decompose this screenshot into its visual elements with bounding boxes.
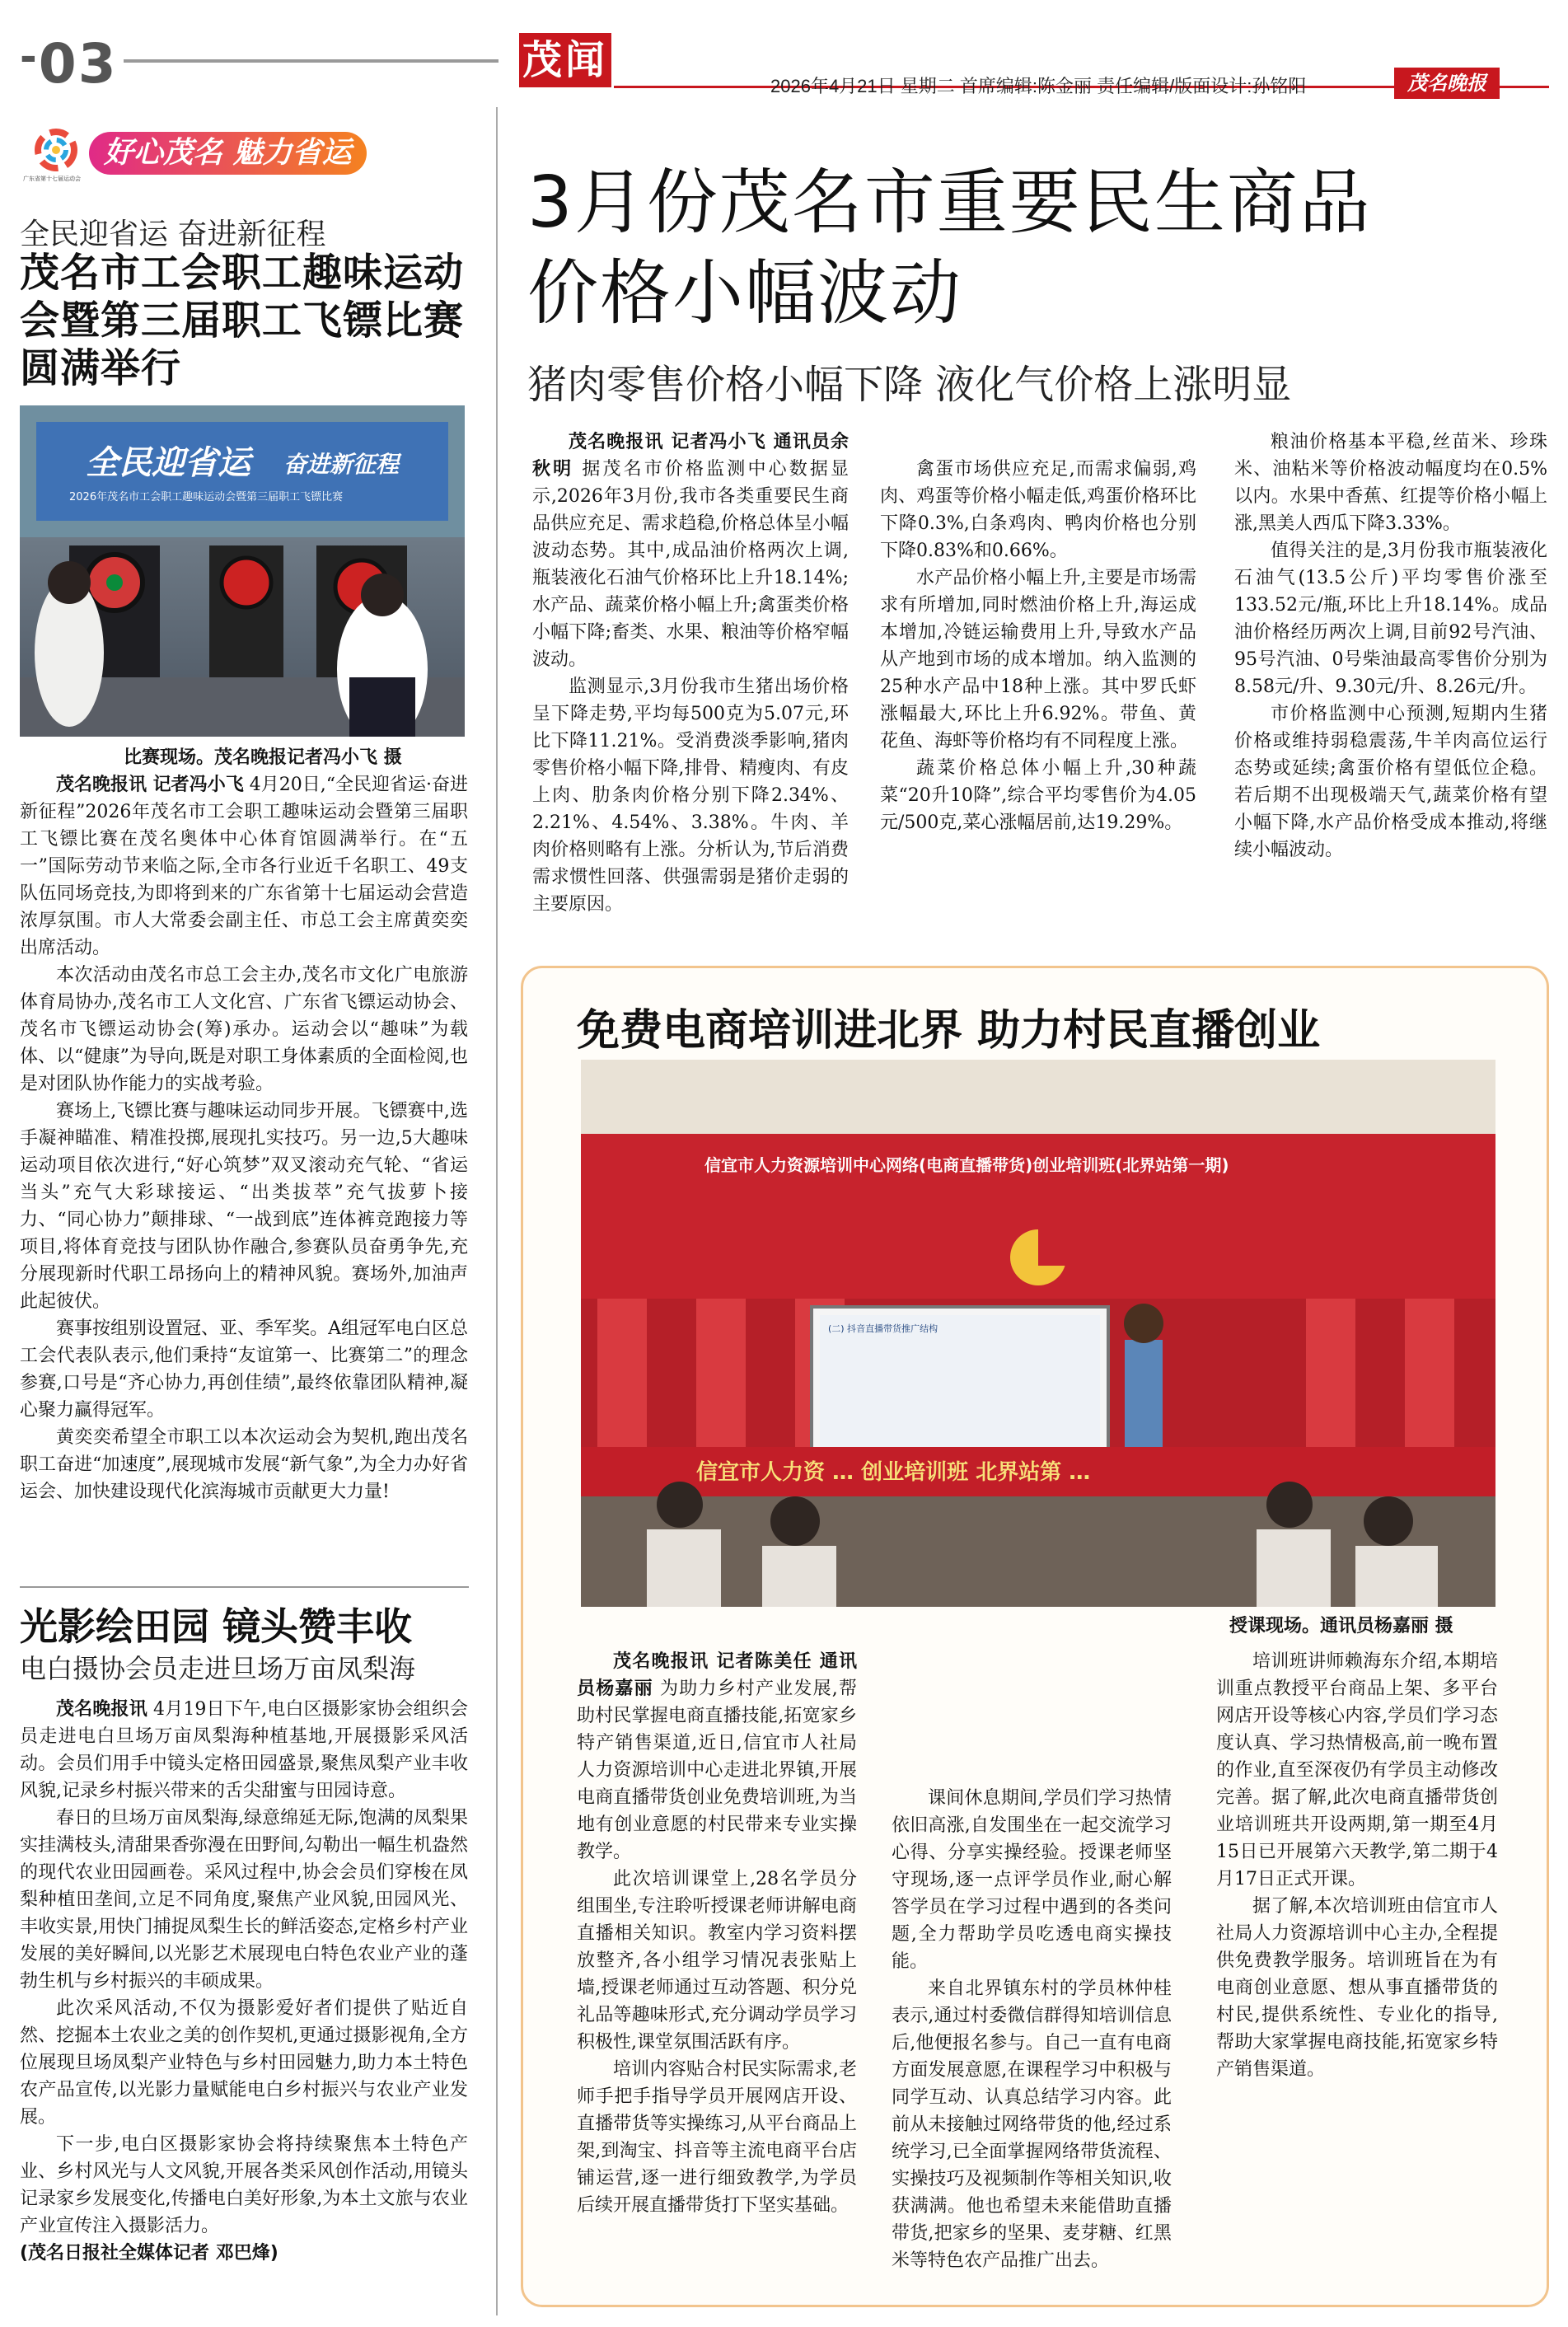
article2-credit: (茂名日报社全媒体记者 邓巴烽) xyxy=(20,2243,278,2264)
main-article-col2 xyxy=(880,456,1196,836)
campaign-banner: 好心茂名 魅力省运 xyxy=(89,132,367,175)
article1-kicker: 全民迎省运 奋进新征程 xyxy=(20,218,326,251)
article1-caption: 比赛现场。茂名晚报记者冯小飞 摄 xyxy=(124,747,402,768)
feature-paragraph: 培训内容贴合村民实际需求,老师手把手指导学员开展网店开设、直播带货等实操练习,从平台商品上架,到淘宝、抖音等主流电商平台店铺运营,逐一进行细致教学,为学员后续开展直播带货打下坚实基础。 xyxy=(577,2059,857,2216)
section-badge xyxy=(519,33,611,87)
feature-col1: 茂名晚报讯 记者陈美任 通讯员杨嘉丽 为助力乡村产业发展,帮助村民掌握电商直播技能,拓宽家乡特产销售渠道,近日,信宜市人社局人力资源培训中心走进北界镇,开展电商直播带货创业免费培训班,为当地有创业意愿的村民带来专业实操教学。 此次培训课堂上,28名学员分组围坐,专注聆听授课老师讲解电商直播相关知识。教室内学习资料摆放整齐,各小组学习情况表张贴上墙,授课老师通过互动答题、积分兑礼品等趣味形式,充分调动学员学习积极性,课堂氛围活跃有序。 培训内容贴合村民实际需求,老师手把手指导学员开展网店开设、直播带货等实操练习,从平台商品上架,到淘宝、抖音等主流电商平台店铺运营,逐一进行细致教学,为学员后续开展直播带货打下坚实基础。 xyxy=(577,1648,857,2219)
feature-photo-banner-top: 信宜市人力资源培训中心网络(电商直播带货)创业培训班(北界站第一期) xyxy=(704,1155,1229,1175)
main-paragraph: 值得关注的是,3月份我市瓶装液化石油气(13.5公斤)平均零售价涨至133.52元/瓶,环比上升18.14%。成品油价格经历两次上调,目前92号汽油、95号汽油、0号柴油最高零售价分别为8.58元/升、9.30元/升、8.26元/升。 xyxy=(1234,541,1547,697)
article2-paragraph: 下一步,电白区摄影家协会将持续聚焦本土特色产业、乡村风光与人文风貌,开展各类采风创作活动,用镜头记录家乡发展变化,传播电白美好形象,为本土文旅与农业产业宣传注入摄影活力。 xyxy=(20,2134,468,2236)
article1-body: 茂名晚报讯 记者冯小飞 4月20日,“全民迎省运·奋进新征程”2026年茂名市工会职工趣味运动会暨第三届职工飞镖比赛在茂名奥体中心体育馆圆满举行。在“五一”国际劳动节来临之际,全市各行业近千名职工、49支队伍同场竞技,为即将到来的广东省第十七届运动会营造浓厚氛围。市人大常委会副主任、市总工会主席黄奕奕出席活动。 本次活动由茂名市总工会主办,茂名市文化广电旅游体育局协办,茂名市工人文化宫、广东省飞镖运动协会、茂名市飞镖运动协会(筹)承办。运动会以“趣味”为载体、以“健康”为导向,既是对职工身体素质的全面检阅,也是对团队协作能力的实战考验。 赛场上,飞镖比赛与趣味运动同步开展。飞镖赛中,选手凝神瞄准、精准投掷,展现扎实技巧。另一边,5大趣味运动项目依次进行,“好心筑梦”双叉滚动充气轮、“省运当头”充气大彩球接运、“出类拔萃”充气拔萝卜接力、“同心协力”颠排球、“一战到底”连体裤竞跑接力等项目,将体育竞技与团队协作融合,参赛队员奋勇争先,充分展现新时代职工昂扬向上的精神风貌。赛场外,加油声此起彼伏。 赛事按组别设置冠、亚、季军奖。A组冠军电白区总工会代表队表示,他们秉持“友谊第一、比赛第二”的理念参赛,口号是“齐心协力,再创佳绩”,最终依靠团队精神,凝心聚力赢得冠军。 黄奕奕希望全市职工以本次运动会为契机,跑出茂名职工奋进“加速度”,展现城市发展“新气象”,为全力办好省运会、加快建设现代化滨海城市贡献更大力量! xyxy=(20,771,468,1505)
paper-logo: 茂名晚报 xyxy=(1394,68,1500,99)
column-divider xyxy=(496,107,498,2315)
article2-paragraph: 此次采风活动,不仅为摄影爱好者们提供了贴近自然、挖掘本土农业之美的创作契机,更通过摄影视角,全方位展现旦场凤梨产业特色与乡村田园魅力,助力本土特色农产品宣传,以光影力量赋能电白乡村振兴与农业产业发展。 xyxy=(20,1998,468,2128)
feature-byline: 茂名晚报讯 记者陈美任 通讯员杨嘉丽 xyxy=(577,1651,857,1699)
photo-banner-slogan-left: 全民迎省运 xyxy=(86,444,250,482)
feature-photo-front-banner: 信宜市人力资 … 创业培训班 北界站第 … xyxy=(696,1460,1091,1485)
article2-byline: 茂名晚报讯 xyxy=(56,1699,147,1720)
main-paragraph: 监测显示,3月份我市生猪出场价格呈下降走势,平均每500克为5.07元,环比下降11.21%。受消费淡季影响,猪肉零售价格小幅下降,排骨、精瘦肉、有皮上肉、肋条肉价格分别下降2.34%、2.21%、4.54%、3.38%。牛肉、羊肉价格则略有上涨。分析认为,节后消费需求惯性回落、供强需弱是猪价走弱的主要原因。 xyxy=(532,677,849,915)
main-headline-line2: 价格小幅波动 xyxy=(527,252,962,335)
main-paragraph: 水产品价格小幅上升,主要是市场需求有所增加,同时燃油价格上升,海运成本增加,冷链运输费用上升,导致水产品从产地到市场的成本增加。纳入监测的25种水产品中18种上涨。其中罗氏虾涨幅最大,环比上升6.92%。带鱼、黄花鱼、海虾等价格均有不同程度上涨。 xyxy=(880,568,1196,751)
article2-paragraph: 春日的旦场万亩凤梨海,绿意绵延无际,饱满的凤梨果实挂满枝头,清甜果香弥漫在田野间,勾勒出一幅生机盎然的现代农业田园画卷。采风过程中,协会会员们穿梭在凤梨种植田垄间,立足不同角度,聚焦产业风貌,田园风光、丰收实景,用快门捕捉凤梨生长的鲜活姿态,定格乡村产业发展的美好瞬间,以光影艺术展现电白特色农业产业的蓬勃生机与乡村振兴的丰硕成果。 xyxy=(20,1808,468,1992)
main-article-col1: 茂名晚报讯 记者冯小飞 通讯员余秋明 据茂名市价格监测中心数据显示,2026年3月份,我市各类重要民生商品供应充足、需求趋稳,价格总体呈小幅波动态势。其中,成品油价格两次上调,瓶装液化石油气价格环比上升18.14%;水产品、蔬菜价格小幅上升;禽蛋类价格小幅下降;畜类、水果、粮油等价格窄幅波动。 监测显示,3月份我市生猪出场价格呈下降走势,平均每500克为5.07元,环比下降11.21%。受消费淡季影响,猪肉零售价格小幅下降,排骨、精瘦肉、有皮上肉、肋条肉价格分别下降2.34%、2.21%、4.54%、3.38%。牛肉、羊肉价格则略有上涨。分析认为,节后消费需求惯性回落、供强需弱是猪价走弱的主要原因。 xyxy=(532,428,849,918)
main-byline: 茂名晚报讯 记者冯小飞 通讯员余秋明 xyxy=(532,432,849,480)
issue-info: 2026年4月21日 星期二 首席编辑:陈金丽 责任编辑/版面设计:孙铭阳 xyxy=(770,76,1307,96)
feature-paragraph: 此次培训课堂上,28名学员分组围坐,专注聆听授课老师讲解电商直播相关知识。教室内学习资料摆放整齐,各小组学习情况表张贴上墙,授课老师通过互动答题、积分兑礼品等趣味形式,充分调动学员学习积极性,课堂氛围活跃有序。 xyxy=(577,1869,857,2053)
header-rule-left xyxy=(124,59,498,63)
feature-headline: 免费电商培训进北界 助力村民直播创业 xyxy=(577,1006,1321,1056)
main-paragraph: 粮油价格基本平稳,丝苗米、珍珠米、油粘米等价格波动幅度均在0.5%以内。水果中香蕉、红提等价格小幅上涨,黑美人西瓜下降3.33%。 xyxy=(1234,432,1547,534)
feature-photo-screen-text: (二) 抖音直播带货推广结构 xyxy=(828,1323,938,1334)
photo-banner-slogan-right: 奋进新征程 xyxy=(283,451,400,478)
section-name: 茂闻 xyxy=(522,37,608,83)
article1-photo xyxy=(20,405,465,737)
left-article-divider xyxy=(20,1586,469,1588)
games-logo-icon xyxy=(23,124,86,183)
article1-headline: 茂名市工会职工趣味运动会暨第三届职工飞镖比赛圆满举行 xyxy=(20,250,465,391)
feature-paragraph: 课间休息期间,学员们学习热情依旧高涨,自发围坐在一起交流学习心得、分享实操经验。授课老师坚守现场,逐一点评学员作业,耐心解答学员在学习过程中遇到的各类问题,全力帮助学员吃透电商实操技能。 xyxy=(892,1788,1172,1972)
feature-photo xyxy=(581,1060,1495,1607)
article1-paragraph: 赛事按组别设置冠、亚、季军奖。A组冠军电白区总工会代表队表示,他们秉持“友谊第一、比赛第二”的理念参赛,口号是“齐心协力,再创佳绩”,最终依靠团队精神,凝心聚力赢得冠军。 xyxy=(20,1318,468,1421)
main-headline-line1: 3月份茂名市重要民生商品 xyxy=(527,162,1372,244)
games-logo-caption: 广东省第十七届运动会 xyxy=(23,176,81,182)
main-paragraph: 蔬菜价格总体小幅上升,30种蔬菜“20升10降”,综合平均零售价为4.05元/500克,菜心涨幅居前,达19.29%。 xyxy=(880,758,1196,833)
photo-banner-sub: 2026年茂名市工会职工趣味运动会暨第三届职工飞镖比赛 xyxy=(69,491,344,503)
article1-paragraph: 本次活动由茂名市总工会主办,茂名市文化广电旅游体育局协办,茂名市工人文化宫、广东省飞镖运动协会、茂名市飞镖运动协会(筹)承办。运动会以“趣味”为载体、以“健康”为导向,既是对职工身体素质的全面检阅,也是对团队协作能力的实战考验。 xyxy=(20,965,468,1094)
article2-subhead: 电白摄协会员走进旦场万亩凤梨海 xyxy=(20,1653,416,1684)
feature-col2 xyxy=(892,1785,1172,2274)
main-paragraph: 禽蛋市场供应充足,而需求偏弱,鸡肉、鸡蛋等价格小幅走低,鸡蛋价格环比下降0.3%,白条鸡肉、鸭肉价格也分别下降0.83%和0.66%。 xyxy=(880,459,1196,561)
main-article-col3 xyxy=(1234,428,1547,864)
feature-paragraph: 来自北界镇东村的学员林仲桂表示,通过村委微信群得知培训信息后,他便报名参与。自己一直有电商方面发展意愿,在课程学习中积极与同学互动、认真总结学习内容。此前从未接触过网络带货的他,经过系统学习,已全面掌握网络带货流程、实操技巧及视频制作等相关知识,收获满满。他也希望未来能借助直播带货,把家乡的坚果、麦芽糖、红黑米等特色农产品推广出去。 xyxy=(892,1978,1172,2271)
feature-col3 xyxy=(1216,1648,1498,2083)
feature-caption: 授课现场。通讯员杨嘉丽 摄 xyxy=(1229,1616,1453,1636)
article2-headline: 光影绘田园 镜头赞丰收 xyxy=(20,1604,413,1649)
article1-byline: 茂名晚报讯 记者冯小飞 xyxy=(56,775,244,795)
feature-paragraph: 培训班讲师赖海东介绍,本期培训重点教授平台商品上架、多平台网店开设等核心内容,学员们学习态度认真、学习热情极高,前一晚布置的作业,直至深夜仍有学员主动修改完善。据了解,此次电商直播带货创业培训班共开设两期,第一期至4月15日已开展第六天教学,第二期于4月17日正式开课。 xyxy=(1216,1651,1498,1889)
article1-paragraph: 赛场上,飞镖比赛与趣味运动同步开展。飞镖赛中,选手凝神瞄准、精准投掷,展现扎实技巧。另一边,5大趣味运动项目依次进行,“好心筑梦”双叉滚动充气轮、“省运当头”充气大彩球接运、“出类拔萃”充气拔萝卜接力、“同心协力”颠排球、“一战到底”连体裤竞跑接力等项目,将体育竞技与团队协作融合,参赛队员奋勇争先,充分展现新时代职工昂扬向上的精神风貌。赛场外,加油声此起彼伏。 xyxy=(20,1101,468,1312)
feature-paragraph: 据了解,本次培训班由信宜市人社局人力资源培训中心主办,全程提供免费教学服务。培训班旨在为有电商创业意愿、想从事直播带货的村民,提供系统性、专业化的指导,帮助大家掌握电商技能,拓宽家乡特产销售渠道。 xyxy=(1216,1896,1498,2080)
article2-body: 茂名晚报讯 4月19日下午,电白区摄影家协会组织会员走进电白旦场万亩凤梨海种植基地,开展摄影采风活动。会员们用手中镜头定格田园盛景,聚焦凤梨产业丰收风貌,记录乡村振兴带来的舌尖甜蜜与田园诗意。 春日的旦场万亩凤梨海,绿意绵延无际,饱满的凤梨果实挂满枝头,清甜果香弥漫在田野间,勾勒出一幅生机盎然的现代农业田园画卷。采风过程中,协会会员们穿梭在凤梨种植田垄间,立足不同角度,聚焦产业风貌,田园风光、丰收实景,用快门捕捉凤梨生长的鲜活姿态,定格乡村产业发展的美好瞬间,以光影艺术展现电白特色农业产业的蓬勃生机与乡村振兴的丰硕成果。 此次采风活动,不仅为摄影爱好者们提供了贴近自然、挖掘本土农业之美的创作契机,更通过摄影视角,全方位展现旦场凤梨产业特色与乡村田园魅力,助力本土特色农产品宣传,以光影力量赋能电白乡村振兴与农业产业发展。 下一步,电白区摄影家协会将持续聚焦本土特色产业、乡村风光与人文风貌,开展各类采风创作活动,用镜头记录家乡发展变化,传播电白美好形象,为本土文旅与农业产业宣传注入摄影活力。 (茂名日报社全媒体记者 邓巴烽) xyxy=(20,1696,468,2267)
page-number: -03 xyxy=(20,32,118,96)
main-subhead: 猪肉零售价格小幅下降 液化气价格上涨明显 xyxy=(527,362,1292,408)
main-paragraph: 市价格监测中心预测,短期内生猪价格或维持弱稳震荡,牛羊肉高位运行态势或延续;禽蛋价格有望低位企稳。若后期不出现极端天气,蔬菜价格有望小幅下降,水产品价格受成本推动,将继续小幅波动。 xyxy=(1234,704,1547,860)
article1-paragraph: 黄奕奕希望全市职工以本次运动会为契机,跑出茂名职工奋进“加速度”,展现城市发展“新气象”,为全力办好省运会、加快建设现代化滨海城市贡献更大力量! xyxy=(20,1427,468,1502)
